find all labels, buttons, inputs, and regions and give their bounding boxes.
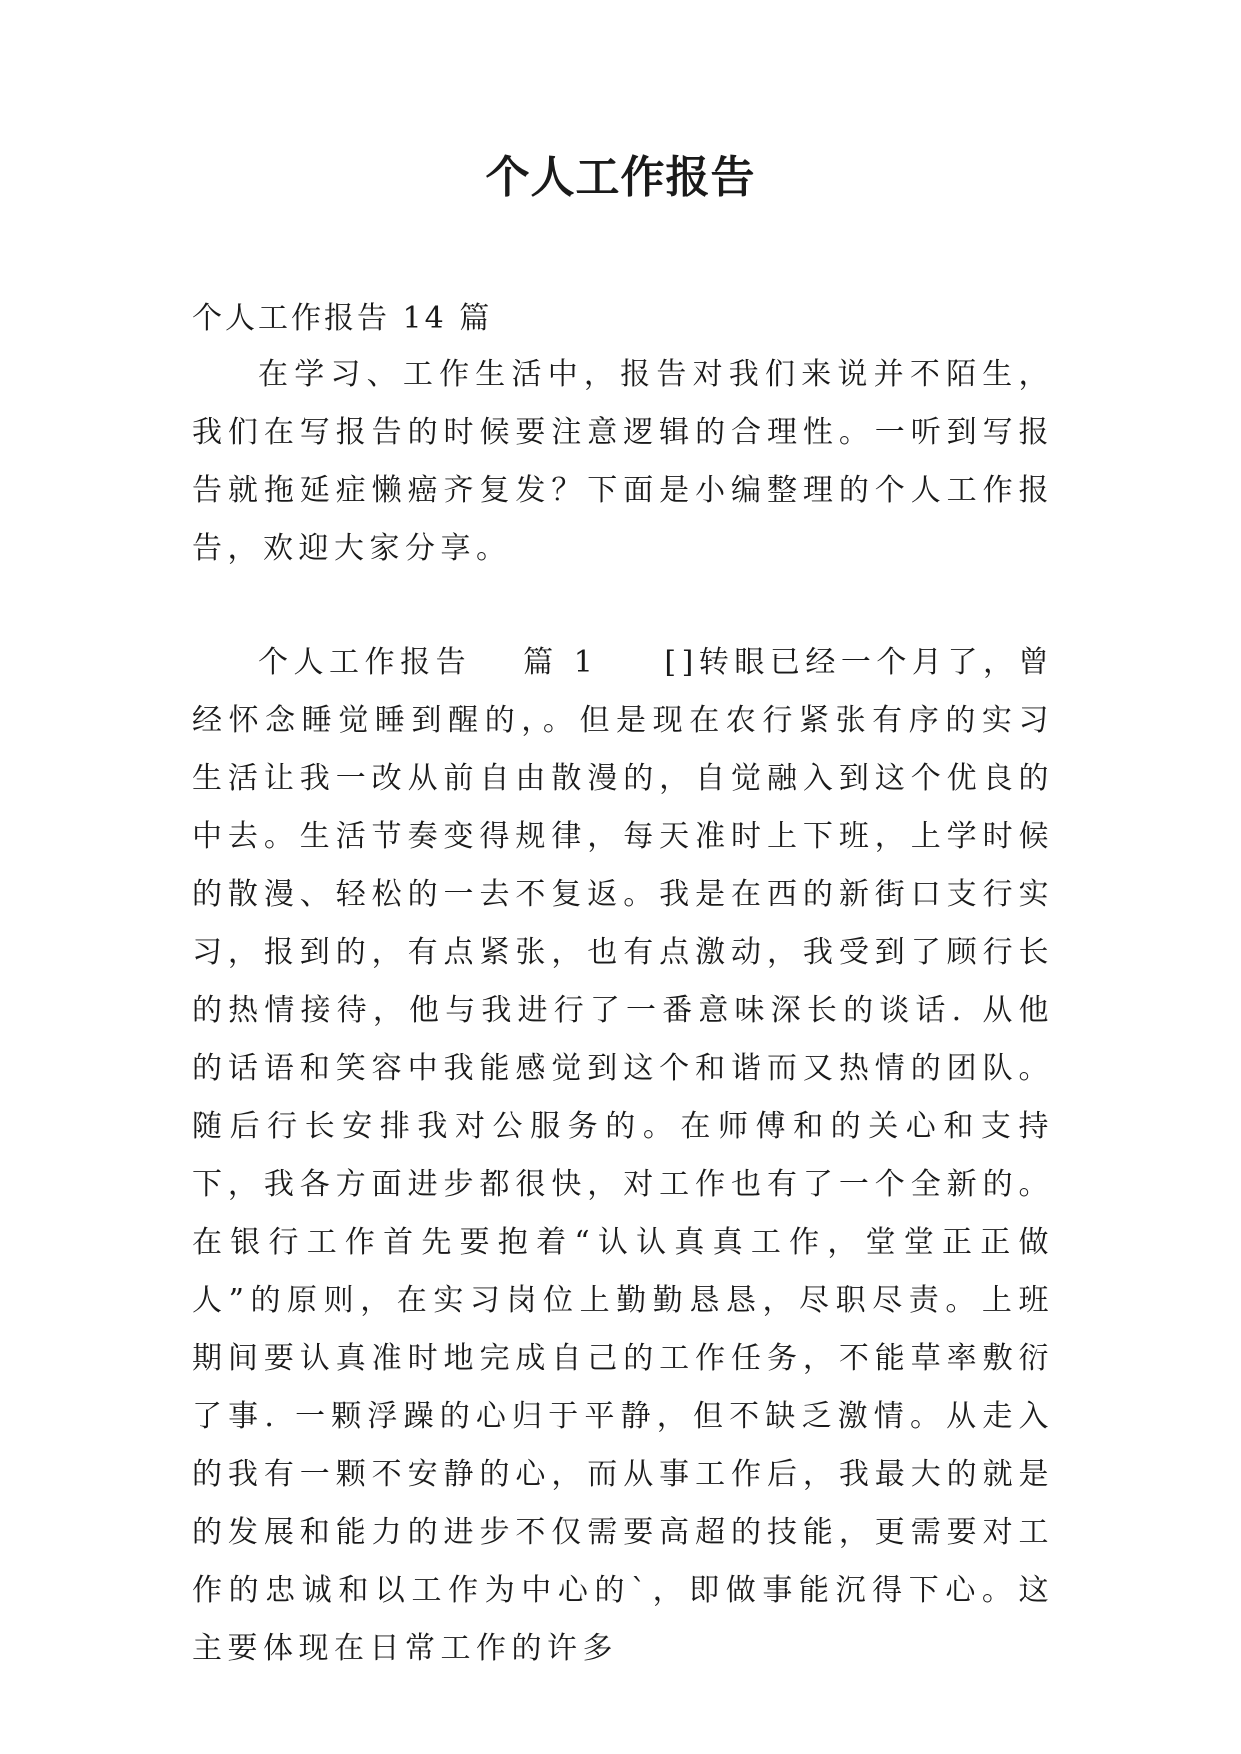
section-1-number: 篇 1 <box>523 645 599 680</box>
document-title: 个人工作报告 <box>485 152 756 203</box>
section-1-heading: 个人工作报告 <box>258 645 472 680</box>
document-subtitle: 个人工作报告 14 篇 <box>192 301 493 336</box>
intro-paragraph: 在学习、工作生活中，报告对我们来说并不陌生，我们在写报告的时候要注意逻辑的合理性。一听到写报告就拖延症懒癌齐复发？下面是小编整理的个人工作报告，欢迎大家分享。 <box>192 357 1054 566</box>
section-1-paragraph <box>192 634 1054 1678</box>
section-1-body: []转眼已经一个月了，曾经怀念睡觉睡到醒的，。但是现在农行紧张有序的实习生活让我一改从前自由散漫的，自觉融入到这个优良的中去。生活节奏变得规律，每天准时上下班，上学时候的散漫、轻松的一去不复返。我是在西的新街口支行实习，报到的，有点紧张，也有点激动，我受到了顾行长的热情接待，他与我进行了一番意味深长的谈话. 从他的话语和笑容中我能感觉到这个和谐而又热情的团队。随后行长安排我对公服务的。在师傅和的关心和支持下，我各方面进步都很快，对工作也有了一个全新的。在银行工作首先要抱着“认认真真工作，堂堂正正做人”的原则，在实习岗位上勤勤恳恳，尽职尽责。上班期间要认真准时地完成自己的工作任务，不能草率敷衍了事. 一颗浮躁的心归于平静，但不缺乏激情。从走入的我有一颗不安静的心，而从事工作后，我最大的就是的发展和能力的进步不仅需要高超的技能，更需要对工作的忠诚和以工作为中心的`，即做事能沉得下心。这主要体现在日常工作的许多 <box>192 645 1055 1666</box>
